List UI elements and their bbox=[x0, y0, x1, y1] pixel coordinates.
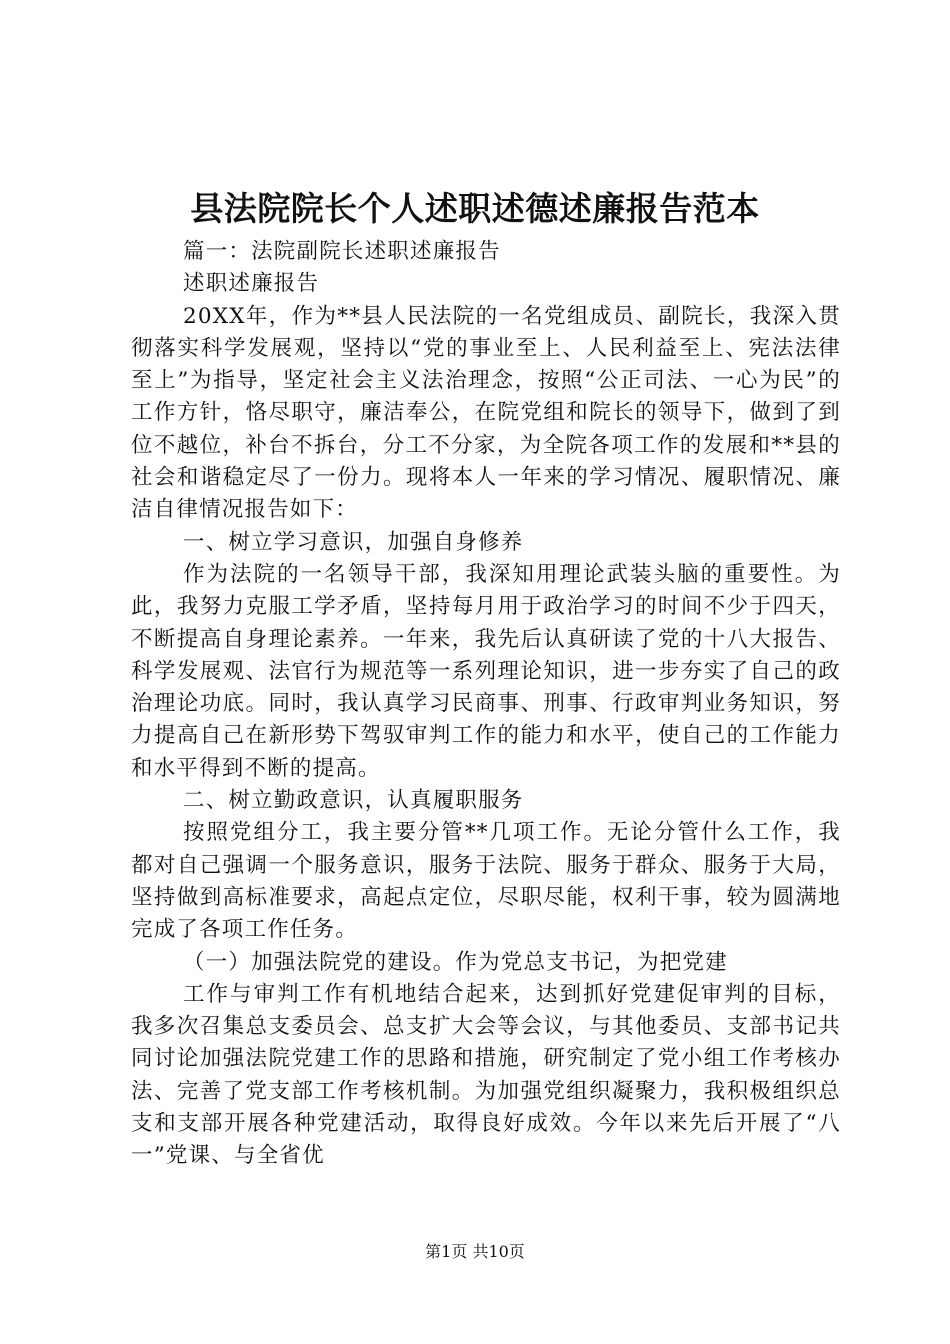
section-heading: 二、树立勤政意识，认真履职服务 bbox=[183, 788, 524, 814]
document-title: 县法院院长个人述职述德述廉报告范本 bbox=[190, 189, 760, 228]
body-paragraph: 工作与审判工作有机地结合起来，达到抓好党建促审判的目标，我多次召集总支委员会、总支扩大会等会议，与其他委员、支部书记共同讨论加强法院党建工作的思路和措施，研究制定了党小组工作考核办法、完善了党支部工作考核机制。为加强党组织凝聚力，我积极组织总支和支部开展各种党建活动，取得良好成效。今年以来先后开展了“八一”党课、与全省优 bbox=[131, 981, 841, 1169]
body-paragraph: 作为法院的一名领导干部，我深知用理论武装头脑的重要性。为此，我努力克服工学矛盾，坚持每月用于政治学习的时间不少于四天，不断提高自身理论素养。一年来，我先后认真研读了党的十八大报告、科学发展观、法官行为规范等一系列理论知识，进一步夯实了自己的政治理论功底。同时，我认真学习民商事、刑事、行政审判业务知识，努力提高自己在新形势下驾驭审判工作的能力和水平，使自己的工作能力和水平得到不断的提高。 bbox=[131, 561, 841, 781]
section-heading: 篇一：法院副院长述职述廉报告 bbox=[183, 239, 501, 264]
body-paragraph: 20XX年，作为**县人民法院的一名党组成员、副院长，我深入贯彻落实科学发展观，坚持以“党的事业至上、人民利益至上、宪法法律至上”为指导，坚定社会主义法治理念，按照“公正司法、一心为民”的工作方针，恪尽职守，廉洁奉公，在院党组和院长的领导下，做到了到位不越位，补台不拆台，分工不分家，为全院各项工作的发展和**县的社会和谐稳定尽了一份力。现将本人一年来的学习情况、履职情况、廉洁自律情况报告如下： bbox=[131, 303, 841, 523]
report-subtitle: 述职述廉报告 bbox=[183, 271, 320, 297]
body-paragraph: 按照党组分工，我主要分管**几项工作。无论分管什么工作，我都对自己强调一个服务意识，服务于法院、服务于群众、服务于大局，坚持做到高标准要求，高起点定位，尽职尽能，权利干事，较为圆满地完成了各项工作任务。 bbox=[131, 820, 841, 943]
section-heading: 一、树立学习意识，加强自身修养 bbox=[183, 529, 524, 555]
document-body bbox=[131, 236, 841, 1173]
subsection-heading: （一）加强法院党的建设。作为党总支书记，为把党建 bbox=[183, 949, 728, 975]
page-number-footer: 第1页 共10页 bbox=[425, 1242, 525, 1261]
